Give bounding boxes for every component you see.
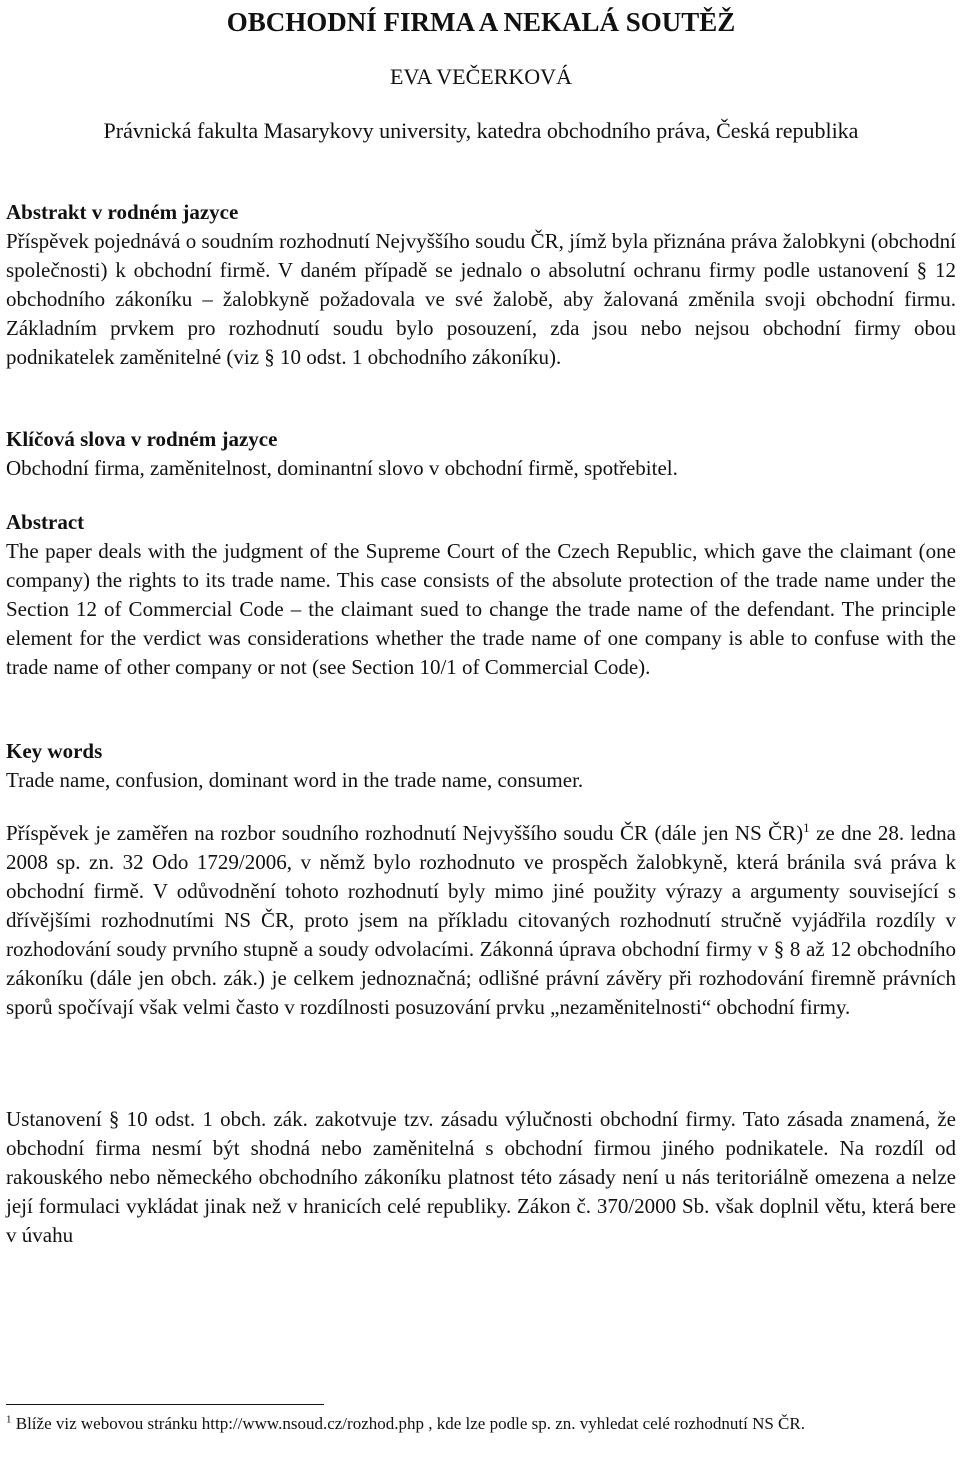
footnote-reference: 1 <box>803 820 810 835</box>
keywords-en-section <box>6 737 956 795</box>
keywords-cz-heading: Klíčová slova v rodném jazyce <box>6 427 278 451</box>
abstract-cz-heading: Abstrakt v rodném jazyce <box>6 200 239 224</box>
document-page <box>6 0 956 1460</box>
body-paragraph-1-text-b: ze dne 28. ledna 2008 sp. zn. 32 Odo 1729/2006, v němž bylo rozhodnuto ve prospěch žalobkyně, která bránila svá práva k obchodní firmě. V odůvodnění tohoto rozhodnutí byly mimo jiné použity výrazy a argumenty související s dřívějšími rozhodnutími NS ČR, proto jsem na příkladu citovaných rozhodnutí stručně vyjádřila rozdíly v rozhodování soudy prvního stupně a soudy odvolacími. Zákonná úprava obchodní firmy v § 8 až 12 obchodního zákoníku (dále jen obch. zák.) je celkem jednoznačná; odlišné právní závěry při rozhodování firemně právních sporů spočívají však velmi často v rozdílnosti posuzování prvku „nezaměnitelnosti“ obchodní firmy. <box>6 821 956 1019</box>
author-name: EVA VEČERKOVÁ <box>390 64 572 89</box>
body-paragraph-1-text-a: Příspěvek je zaměřen na rozbor soudního rozhodnutí Nejvyššího soudu ČR (dále jen NS ČR) <box>6 821 804 845</box>
paper-title: OBCHODNÍ FIRMA A NEKALÁ SOUTĚŽ <box>226 7 736 37</box>
footnote-text: Blíže viz webovou stránku http://www.nsoud.cz/rozhod.php , kde lze podle sp. zn. vyhledat celé rozhodnutí NS ČR. <box>11 1414 805 1433</box>
abstract-en-section <box>6 508 956 682</box>
abstract-en-heading: Abstract <box>6 510 85 534</box>
keywords-cz-section <box>6 425 956 483</box>
keywords-cz-text: Obchodní firma, zaměnitelnost, dominantní slovo v obchodní firmě, spotřebitel. <box>6 456 678 480</box>
body-paragraph-2: Ustanovení § 10 odst. 1 obch. zák. zakotvuje tzv. zásadu výlučnosti obchodní firmy. Tato zásada znamená, že obchodní firma nesmí být shodná nebo zaměnitelná s obchodní firmou jiného podnikatele. Na rozdíl od rakouského nebo německého obchodního zákoníku platnost této zásady není u nás teritoriálně omezena a nelze její formulaci vykládat jinak než v hranicích celé republiky. Zákon č. 370/2000 Sb. však doplnil větu, která bere v úvahu <box>6 1107 956 1247</box>
keywords-en-heading: Key words <box>6 739 103 763</box>
abstract-cz-text: Příspěvek pojednává o soudním rozhodnutí Nejvyššího soudu ČR, jímž byla přiznána práva žalobkyni (obchodní společnosti) k obchodní firmě. V daném případě se jednalo o absolutní ochranu firmy podle ustanovení § 12 obchodního zákoníku – žalobkyně požadovala ve své žalobě, aby žalovaná změnila svoji obchodní firmu. Základním prvkem pro rozhodnutí soudu bylo posouzení, zda jsou nebo nejsou obchodní firmy obou podnikatelek zaměnitelné (viz § 10 odst. 1 obchodního zákoníku). <box>6 229 956 369</box>
abstract-en-text: The paper deals with the judgment of the Supreme Court of the Czech Republic, which gave the claimant (one company) the rights to its trade name. This case consists of the absolute protection of the trade name under the Section 12 of Commercial Code – the claimant sued to change the trade name of the defendant. The principle element for the verdict was considerations whether the trade name of one company is able to confuse with the trade name of other company or not (see Section 10/1 of Commercial Code). <box>6 539 956 679</box>
body-paragraph-1 <box>6 819 956 1022</box>
footnote-number: 1 <box>6 1413 12 1426</box>
abstract-cz-section <box>6 198 956 372</box>
footnote-separator <box>6 1404 324 1405</box>
keywords-en-text: Trade name, confusion, dominant word in the trade name, consumer. <box>6 768 584 792</box>
footnote <box>6 1412 956 1435</box>
affiliation: Právnická fakulta Masarykovy university, katedra obchodního práva, Česká republika <box>103 118 859 143</box>
